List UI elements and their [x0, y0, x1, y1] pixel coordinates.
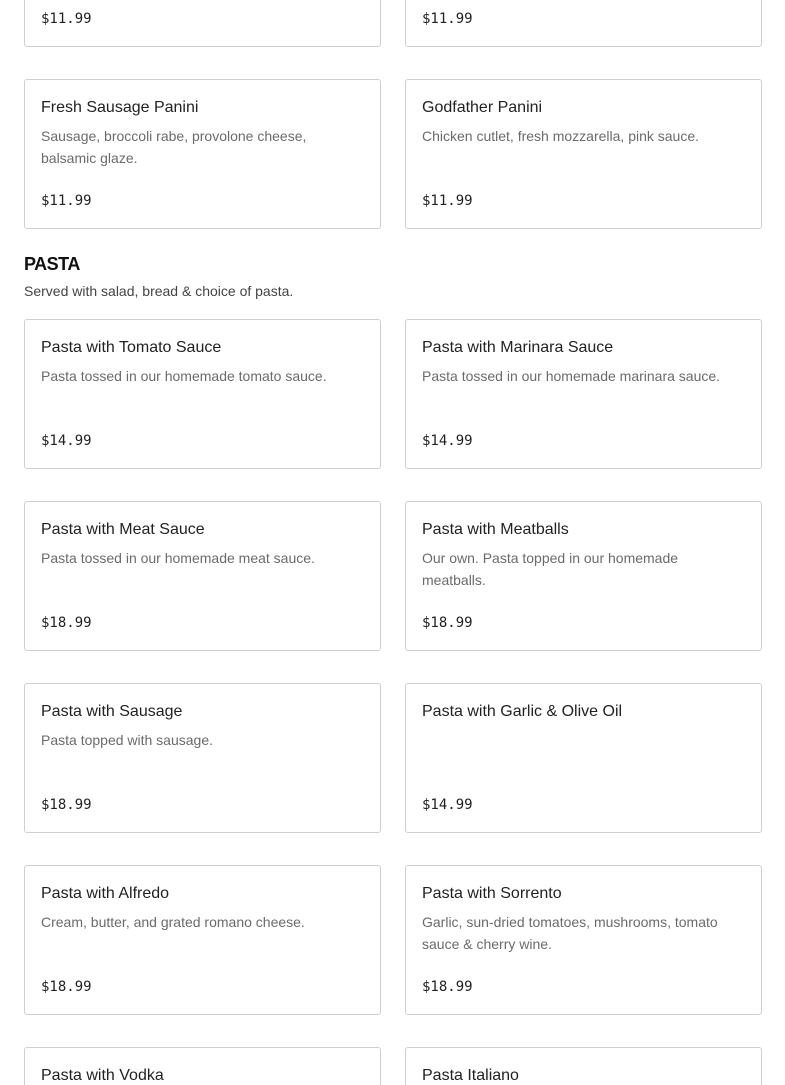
- menu-item-card[interactable]: [405, 1047, 762, 1085]
- item-price: $14.99: [41, 433, 92, 449]
- item-price: $18.99: [422, 615, 473, 631]
- item-name: Pasta with Sorrento: [422, 885, 562, 902]
- menu-item-card[interactable]: [24, 865, 381, 1015]
- menu-item-card[interactable]: [405, 865, 762, 1015]
- item-price: $11.99: [41, 193, 92, 209]
- item-description: Pasta topped with sausage.: [41, 732, 214, 748]
- item-description: Garlic, sun-dried tomatoes, mushrooms, tomato sauce & cherry wine.: [422, 914, 718, 952]
- menu-item-card[interactable]: [405, 501, 762, 651]
- menu-item-card[interactable]: [405, 0, 762, 47]
- menu-item-card[interactable]: [24, 319, 381, 469]
- menu-item-card[interactable]: [24, 501, 381, 651]
- item-price: $18.99: [41, 797, 92, 813]
- item-name: Pasta with Marinara Sauce: [422, 339, 614, 356]
- item-name: Pasta with Tomato Sauce: [41, 339, 222, 356]
- item-description: Chicken cutlet, fresh mozzarella, pink sauce.: [422, 128, 700, 144]
- item-price: $18.99: [422, 979, 473, 995]
- item-name: Fresh Sausage Panini: [41, 99, 199, 116]
- menu-item-card[interactable]: [405, 79, 762, 229]
- item-description: Our own. Pasta topped in our homemade meatballs.: [422, 550, 679, 588]
- item-name: Pasta with Alfredo: [41, 885, 170, 902]
- menu-item-card[interactable]: [24, 79, 381, 229]
- item-description: Pasta tossed in our homemade meat sauce.: [41, 550, 315, 566]
- item-name: Godfather Panini: [422, 99, 543, 116]
- section-title: PASTA: [24, 254, 80, 274]
- item-description: Sausage, broccoli rabe, provolone cheese, balsamic glaze.: [41, 128, 307, 166]
- item-name: Pasta with Garlic & Olive Oil: [422, 703, 623, 720]
- item-price: $11.99: [422, 193, 473, 209]
- item-price: $18.99: [41, 615, 92, 631]
- item-description: Pasta tossed in our homemade tomato sauce.: [41, 368, 327, 384]
- menu-item-card[interactable]: [405, 319, 762, 469]
- item-name: Pasta with Vodka: [41, 1067, 164, 1084]
- menu-item-card[interactable]: [24, 1047, 381, 1085]
- item-name: Pasta with Meatballs: [422, 521, 569, 538]
- item-description: Cream, butter, and grated romano cheese.: [41, 914, 305, 930]
- menu-item-card[interactable]: [24, 0, 381, 47]
- item-description: Pasta tossed in our homemade marinara sauce.: [422, 368, 721, 384]
- item-name: Pasta with Sausage: [41, 703, 183, 720]
- menu-item-card[interactable]: [405, 683, 762, 833]
- item-price: $14.99: [422, 797, 473, 813]
- item-price: $11.99: [422, 11, 473, 27]
- item-price: $14.99: [422, 433, 473, 449]
- menu-item-card[interactable]: [24, 683, 381, 833]
- item-price: $11.99: [41, 11, 92, 27]
- item-name: Pasta with Meat Sauce: [41, 521, 205, 538]
- item-name: Pasta Italiano: [422, 1067, 519, 1084]
- item-price: $18.99: [41, 979, 92, 995]
- section-subtitle: Served with salad, bread & choice of pasta.: [24, 283, 294, 299]
